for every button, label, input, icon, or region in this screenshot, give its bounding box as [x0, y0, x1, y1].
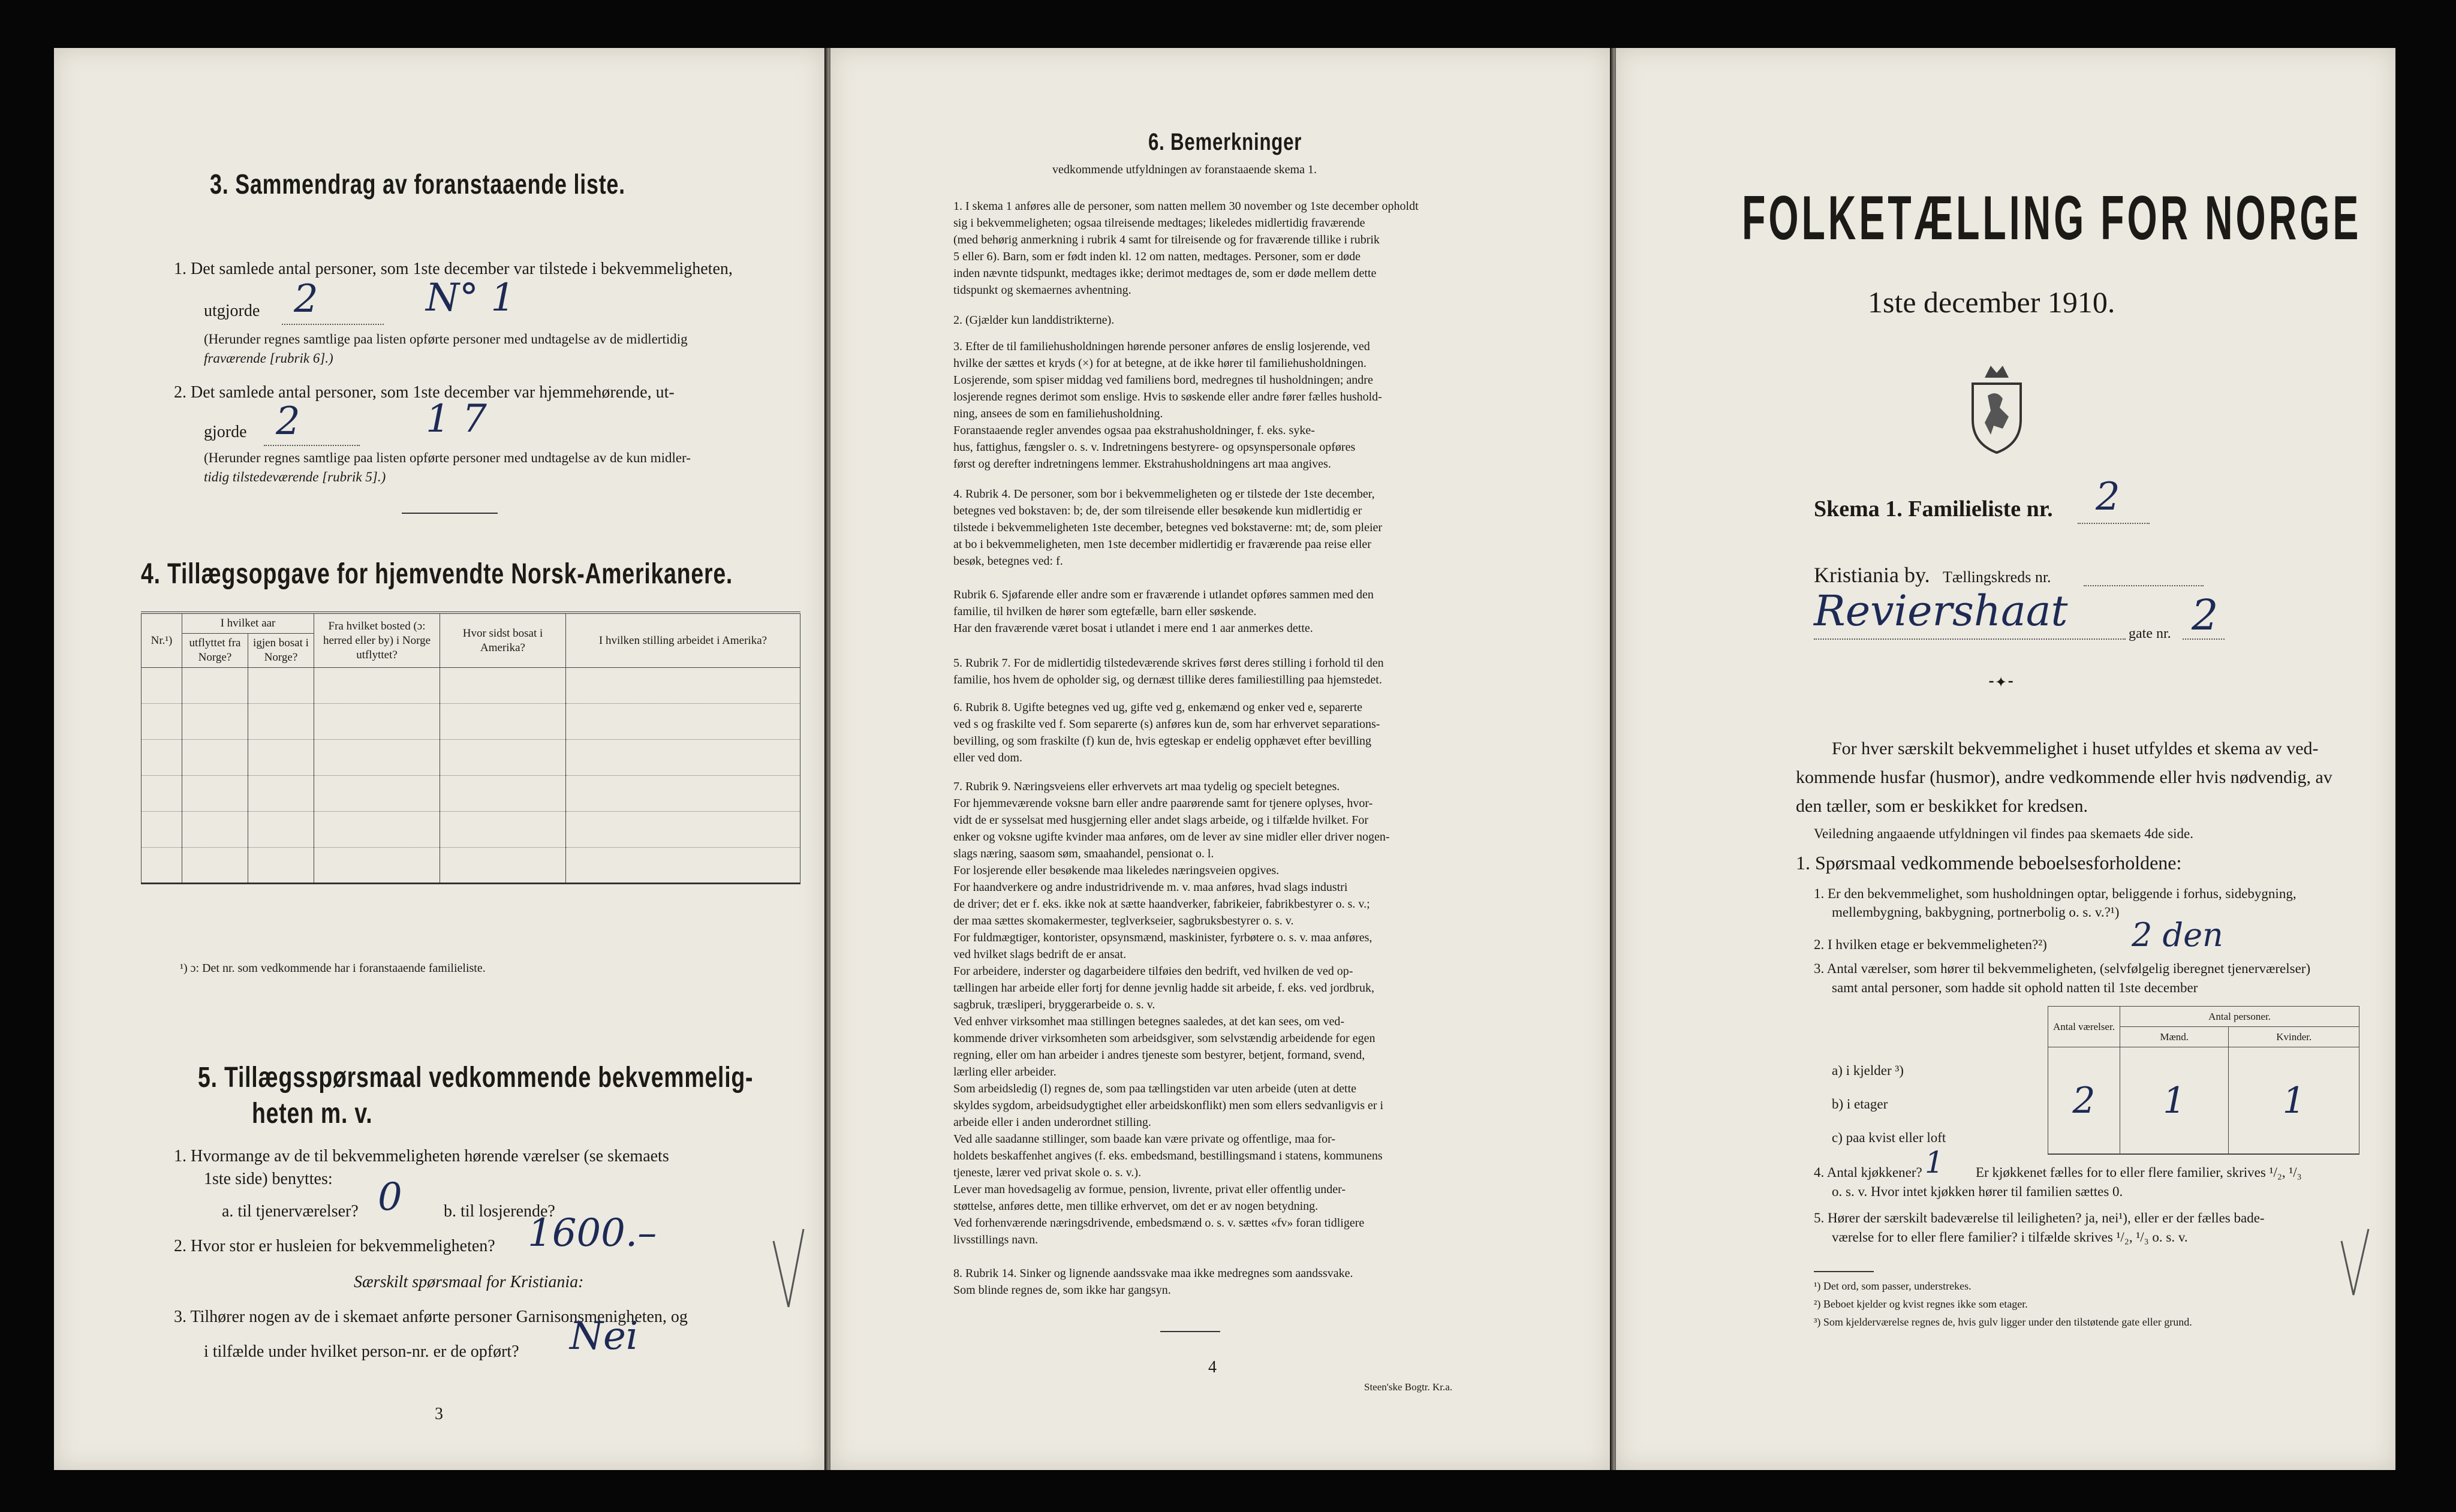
s3-q1-answer-2: N° 1	[426, 276, 516, 320]
note-4: 4. Rubrik 4. De personer, som bor i bekvemmeligheten og er tilstede der 1ste december, betegnes ved bokstaven: b; de, der som tilreisende eller besøkende kun midlertidig er tilstede i bekvemmeligheten 1ste december, betegnes ved bokstaverne: mt; de, som pleier at bo i bekvemmeligheten, men 1ste december midlertidig er fraværende paa reise eller besøk, betegnes ved: f. Rubrik 6. Sjøfarende eller andre som er fraværende i utlandet opføres sammen med den familie, til hvilken de hører som egtefælle, barn eller søskende. Har den fraværende været bosat i utlandet i mere end 1 aar anmerkes dette.	[953, 487, 1383, 635]
s3-q2-line1: 2. Det samlede antal personer, som 1ste december var hjemmehørende, ut-	[174, 383, 675, 402]
gate-label: gate nr.	[2129, 626, 2171, 641]
footnote-3: ³) Som kjelderværelse regnes de, hvis gulv ligger under den tilstøtende gate eller grund.	[1814, 1316, 2192, 1328]
divider	[1160, 1331, 1220, 1332]
page-3-summary	[54, 48, 824, 1470]
col-kvinder: Kvinder.	[2229, 1027, 2359, 1047]
page-4-bemerkninger	[830, 48, 1610, 1470]
table-row	[142, 776, 800, 812]
s5-q3-line2: i tilfælde under hvilket person-nr. er de opført?	[204, 1342, 519, 1361]
intro-line4: Veiledning angaaende utfyldningen vil findes paa skemaets 4de side.	[1814, 826, 2193, 841]
q2-answer: 2 den	[2132, 916, 2223, 954]
s5-q3-line1: 3. Tilhører nogen av de i skemaet anførte personer Garnisonsmenigheten, og	[174, 1308, 688, 1326]
row-c-label: c) paa kvist eller loft	[1832, 1130, 1946, 1145]
s3-q2-note1: (Herunder regnes samtlige paa listen opførte personer med undtagelse av de kun midler-	[204, 450, 691, 465]
s5-q2-answer: 1600.–	[528, 1211, 657, 1255]
s3-q1-line1: 1. Det samlede antal personer, som 1ste december var tilstede i bekvemmeligheten,	[174, 260, 733, 278]
q3-line1: 3. Antal værelser, som hører til bekvemmeligheten, (selvfølgelig iberegnet tjenerværelser)	[1814, 961, 2311, 976]
note-6: 6. Rubrik 8. Ugifte betegnes ved ug, gifte ved g, enkemænd og enker ved e, separerte ved s og fraskilte ved f. Som separerte (s) anføres kun de, som har erhvervet separations- bevilling, og som fraskilte (f) kun de, hvis egteskap er endelig opphævet efter bevilling eller ved dom.	[953, 701, 1380, 764]
table-row	[2048, 1047, 2359, 1080]
s5-q1-a: a. til tjenerværelser?	[222, 1202, 359, 1221]
coat-of-arms-lion-icon	[1964, 360, 2030, 456]
census-date: 1ste december 1910.	[1868, 285, 2115, 319]
table-row	[2048, 1080, 2359, 1122]
note-5: 5. Rubrik 7. For de midlertidig tilstedeværende skrives først deres stilling i forhold til den familie, hos hvem de opholder sig, og dernæst tillike deres familiestilling paa hjemstedet.	[953, 656, 1384, 686]
table-row	[142, 668, 800, 704]
questions-heading: 1. Spørsmaal vedkommende beboelsesforholdene:	[1796, 852, 2182, 874]
norsk-amerikanere-table	[141, 612, 800, 884]
note-8: 8. Rubrik 14. Sinker og lignende aandssvake maa ikke medregnes som aandssvake. Som blinde regnes de, som ikke har gangsyn.	[953, 1267, 1353, 1297]
section-4-title: 4. Tillægsopgave for hjemvendte Norsk-Amerikanere.	[141, 558, 733, 590]
col-bosat: igjen bosat i Norge?	[248, 634, 314, 668]
s5-q1-line2: 1ste side) benyttes:	[204, 1170, 333, 1188]
bemerkninger-title: 6. Bemerkninger	[1148, 129, 1302, 155]
ornament: ⁃✦⁃	[1988, 675, 2015, 691]
page-number: 4	[1208, 1358, 1217, 1377]
s5-q2: 2. Hvor stor er husleien for bekvemmeligheten?	[174, 1237, 495, 1255]
familieliste-number: 2	[2096, 475, 2120, 519]
q1-line2: mellembygning, bakbygning, portnerbolig o. s. v.?¹)	[1832, 905, 2120, 920]
q4-rest: Er kjøkkenet fælles for to eller flere familier, skrives ¹/₂, ¹/₃	[1976, 1165, 2302, 1180]
s3-q1-note2: fraværende [rubrik 6].)	[204, 351, 333, 366]
printer-credit: Steen'ske Bogtr. Kr.a.	[1364, 1381, 1453, 1393]
pencil-check-mark	[2335, 1223, 2377, 1301]
s3-q1-answer: 2	[294, 277, 318, 321]
s3-q1-line2: utgjorde	[204, 302, 260, 320]
page-1-cover	[1616, 48, 2395, 1470]
section-5-title-line2: heten m. v.	[252, 1098, 373, 1130]
skema-label: Skema 1. Familieliste nr.	[1814, 496, 2053, 522]
street-answer: Reviershaat	[1814, 586, 2068, 635]
table-row	[142, 848, 800, 884]
q2: 2. I hvilken etage er bekvemmeligheten?²)	[1814, 937, 2047, 952]
rooms-b-vaerelser: 2	[2048, 1080, 2120, 1122]
rooms-b-maend: 1	[2120, 1080, 2229, 1122]
row-a-label: a) i kjelder ³)	[1832, 1063, 1904, 1078]
footnote-1: ¹) Det ord, som passer, understrekes.	[1814, 1280, 1972, 1292]
intro-line1: For hver særskilt bekvemmelighet i huset utfyldes et skema av ved-	[1832, 739, 2319, 758]
s5-q1-b: b. til losjerende?	[444, 1202, 555, 1221]
bemerkninger-subtitle: vedkommende utfyldningen av foranstaaende skema 1.	[1052, 163, 1317, 176]
s5-q1-line1: 1. Hvormange av de til bekvemmeligheten hørende værelser (se skemaets	[174, 1147, 669, 1165]
footnote-2: ²) Beboet kjelder og kvist regnes ikke som etager.	[1814, 1298, 2028, 1310]
intro-line3: den tæller, som er beskikket for kredsen.	[1796, 796, 2088, 816]
section-5-title-line1: 5. Tillægsspørsmaal vedkommende bekvemmelig-	[198, 1062, 754, 1094]
rooms-b-kvinder: 1	[2229, 1080, 2359, 1122]
col-antal-vaerelser: Antal værelser.	[2048, 1007, 2120, 1047]
col-utflyttet: utflyttet fra Norge?	[182, 634, 248, 668]
table-row	[142, 740, 800, 776]
col-maend: Mænd.	[2120, 1027, 2229, 1047]
col-year-group: I hvilket aar	[182, 613, 314, 634]
s5-q3-answer: Nei	[570, 1314, 639, 1359]
section-3-title: 3. Sammendrag av foranstaaende liste.	[210, 168, 625, 200]
intro-line2: kommende husfar (husmor), andre vedkommende eller hvis nødvendig, av	[1796, 767, 2332, 787]
pencil-check-mark	[768, 1223, 809, 1313]
s3-q1-note1: (Herunder regnes samtlige paa listen opførte personer med undtagelse av de midlertidig	[204, 332, 688, 347]
s5-sub-heading: Særskilt spørsmaal for Kristiania:	[354, 1273, 584, 1291]
q5-line1: 5. Hører der særskilt badeværelse til leiligheten? ja, nei¹), eller er der fælles bade-	[1814, 1210, 2265, 1225]
col-bosted: Fra hvilket bosted (ɔ: herred eller by) i Norge utflyttet?	[314, 613, 440, 668]
note-1: 1. I skema 1 anføres alle de personer, som natten mellem 30 november og 1ste december opholdt sig i bekvemmeligheten; ogsaa tilreisende medtages; likeledes midlertidig fraværende (med behørig anmerkning i rubrik 4 samt for tilreisende og for fraværende tillike i rubrik 5 eller 6). Barn, som er født inden kl. 12 om natten, medtages. Personer, som er døde inden nævnte tidspunkt, medtages ikke; derimot medtages de, som er døde mellem dette tidspunkt og skemaernes avhentning.	[953, 200, 1419, 297]
q3-line2: samt antal personer, som hadde sit ophold natten til 1ste december	[1832, 980, 2198, 995]
kreds-label: Tællingskreds nr.	[1943, 568, 2051, 586]
s3-q2-answer-2: 1 7	[426, 397, 487, 441]
rooms-table	[2048, 1006, 2359, 1155]
table-row	[142, 704, 800, 740]
q4-answer: 1	[1925, 1145, 1944, 1180]
page-number: 3	[435, 1405, 443, 1423]
gate-number: 2	[2192, 591, 2219, 640]
s3-q2-note2: tidig tilstedeværende [rubrik 5].)	[204, 469, 386, 484]
note-3: 3. Efter de til familiehusholdningen hørende personer anføres de enslig losjerende, ved hvilke der sættes et kryds (×) for at betegne, at de ikke hører til familiehusholdningen. Losjerende, som spiser middag ved familiens bord, medregnes til husholdningen; andre losjerende regnes derimot som enslige. Hvis to søskende eller andre fører fælles hushold- ning, ansees de som en familiehusholdning. Foranstaaende regler anvendes ogsaa paa ekstrahusholdninger, f. eks. syke- hus, fattighus, fængsler o. s. v. Indretningens bestyrere- og opsynspersonale opføres først og derefter indretningens lemmer. Ekstrahusholdningens art maa angives.	[953, 340, 1382, 471]
col-amerika: Hvor sidst bosat i Amerika?	[440, 613, 566, 668]
col-stilling: I hvilken stilling arbeidet i Amerika?	[566, 613, 800, 668]
divider	[402, 513, 498, 514]
col-nr: Nr.¹)	[142, 613, 182, 668]
table-row	[142, 812, 800, 848]
s5-q1-a-answer: 0	[378, 1175, 402, 1219]
census-title: FOLKETÆLLING FOR NORGE	[1742, 183, 2362, 253]
row-b-label: b) i etager	[1832, 1097, 1888, 1112]
col-antal-personer: Antal personer.	[2120, 1007, 2359, 1027]
table-footnote: ¹) ɔ: Det nr. som vedkommende har i foranstaaende familieliste.	[180, 962, 486, 975]
city-label: Kristiania by.	[1814, 563, 1930, 587]
q4: 4. Antal kjøkkener?	[1814, 1165, 1922, 1180]
q1-line1: 1. Er den bekvemmelighet, som husholdningen optar, beliggende i forhus, sidebygning,	[1814, 886, 2297, 901]
s3-q2-line2: gjorde	[204, 423, 247, 441]
q4-line2: o. s. v. Hvor intet kjøkken hører til familien sættes 0.	[1832, 1184, 2123, 1199]
note-2: 2. (Gjælder kun landdistrikterne).	[953, 314, 1115, 327]
table-row	[2048, 1122, 2359, 1154]
note-7: 7. Rubrik 9. Næringsveiens eller erhvervets art maa tydelig og specielt betegnes. For hjemmeværende voksne barn eller andre paarørende samt for tjenere oplyses, hvor- vidt de er sysselsat med husgjerning eller andet slags arbeide, og i tilfælde hvilket. For enker og voksne ugifte kvinder maa anføres, om de lever av sine midler eller driver nogen- slags næring, saasom søm, smaahandel, pensionat o. l. For losjerende eller besøkende maa likeledes næringsveien opgives. For haandverkere og andre industridrivende m. v. maa anføres, hvad slags industri de driver; det er f. eks. ikke nok at sætte haandverker, fabrikeier, fabrikbestyrer o. s. v.; der maa sættes skomakermester, teglverkseier, sagbruksbestyrer o. s. v. For fuldmægtiger, kontorister, opsynsmænd, maskinister, fyrbøtere o. s. v. maa anføres, ved hvilket slags bedrift de er ansat. For arbeidere, inderster og dagarbeidere tilføies den bedrift, ved hvilken de ved op- tællingen har arbeide eller fortj for denne jevnlig hadde sit arbeide, f. eks. ved jordbruk, sagbruk, træsliperi, bryggerarbeide o. s. v. Ved enhver virksomhet maa stillingen betegnes saaledes, at det kan sees, om ved- kommende driver virksomheten som arbeidsgiver, som selvstændig arbeidende for egen regning, eller om han arbeider i andres tjeneste som bestyrer, betjent, formand, svend, lærling eller arbeider. Som arbeidsledig (l) regnes de, som paa tællingstiden var uten arbeide (uten at dette skyldes sygdom, arbeidsudygtighet eller arbeidskonflikt) men som ellers sedvanligvis er i arbeide eller i anden underordnet stilling. Ved alle saadanne stillinger, som baade kan være private og offentlige, maa for- holdets beskaffenhet angives (f. eks. embedsmand, bestillingsmand i statens, kommunens tjeneste, lærer ved privat skole o. s. v.). Lever man hovedsagelig av formue, pension, livrente, privat eller offentlig under- støttelse, anføres dette, men tillike erhvervet, om det er av nogen betydning. Ved forhenværende næringsdrivende, embedsmænd o. s. v. sættes «fv» foran tidligere livsstillings navn.	[953, 780, 1390, 1246]
s3-q2-answer: 2	[276, 399, 300, 444]
q5-line2: værelse for to eller flere familier? i tilfælde skrives ¹/₂, ¹/₃ o. s. v.	[1832, 1230, 2188, 1245]
